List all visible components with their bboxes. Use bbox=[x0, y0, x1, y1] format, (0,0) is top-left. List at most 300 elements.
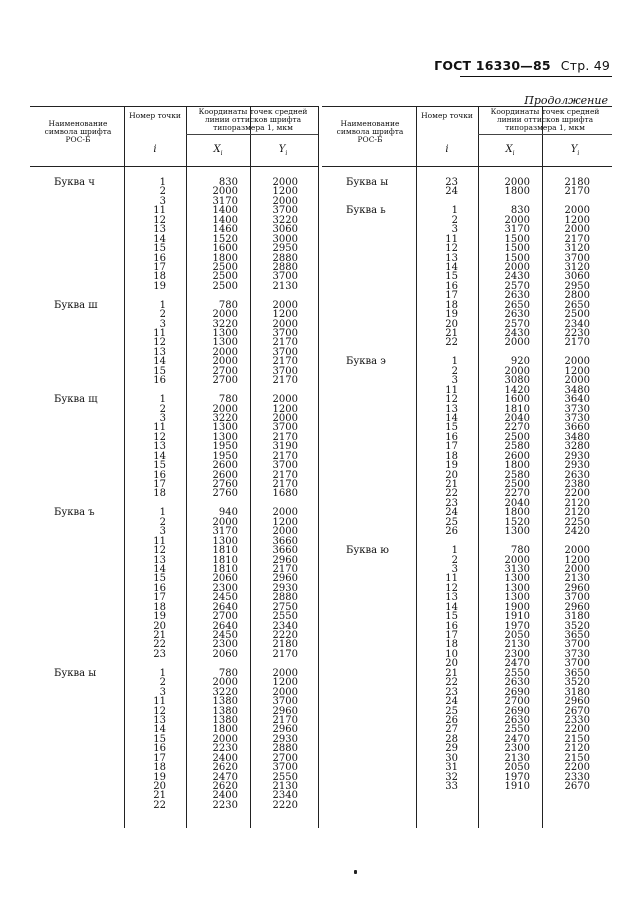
symbol-name bbox=[322, 282, 416, 291]
x-coordinate: 1300 bbox=[212, 337, 238, 349]
y-coordinate: 3180 bbox=[564, 686, 590, 698]
point-number: 13 bbox=[445, 403, 458, 415]
y-coordinate: 2880 bbox=[272, 261, 298, 273]
symbol-name bbox=[30, 763, 124, 772]
symbol-name bbox=[322, 254, 416, 263]
y-coordinate: 2330 bbox=[564, 771, 590, 783]
x-coordinate: 1300 bbox=[212, 431, 238, 443]
x-coordinate: 2000 bbox=[212, 356, 238, 368]
y-coordinate: 2120 bbox=[564, 743, 590, 755]
point-number: 1 bbox=[451, 545, 458, 557]
y-coordinate: 2200 bbox=[564, 488, 590, 500]
symbol-name bbox=[30, 782, 124, 791]
symbol-name bbox=[30, 225, 124, 234]
x-coordinate: 1400 bbox=[212, 214, 238, 226]
y-coordinate: 2670 bbox=[564, 781, 590, 792]
y-coordinate: 2220 bbox=[272, 799, 298, 811]
point-number: 22 bbox=[445, 677, 458, 689]
point-number: 20 bbox=[153, 620, 166, 632]
y-coordinate: 2800 bbox=[564, 290, 590, 302]
point-number: 12 bbox=[153, 214, 166, 226]
x-coordinate: 3220 bbox=[212, 686, 238, 698]
y-coordinate: 2130 bbox=[564, 573, 590, 585]
x-coordinate: 1300 bbox=[212, 535, 238, 547]
y-coordinate: 3700 bbox=[272, 271, 298, 283]
point-number: 2 bbox=[451, 554, 458, 566]
x-coordinate: 2300 bbox=[504, 743, 530, 755]
point-number: 25 bbox=[445, 516, 458, 528]
symbol-name bbox=[322, 461, 416, 470]
symbol-name bbox=[322, 329, 416, 338]
symbol-name bbox=[30, 206, 124, 215]
y-coordinate: 2200 bbox=[564, 762, 590, 774]
symbol-name bbox=[30, 272, 124, 281]
symbol-name bbox=[30, 216, 124, 225]
symbol-name bbox=[322, 395, 416, 404]
point-number: 22 bbox=[445, 337, 458, 349]
point-number: 20 bbox=[445, 318, 458, 330]
y-coordinate: 2550 bbox=[272, 611, 298, 623]
x-coordinate: 2000 bbox=[504, 177, 530, 188]
y-coordinate: 2380 bbox=[564, 479, 590, 490]
x-coordinate: 1950 bbox=[212, 441, 238, 453]
y-coordinate: 2670 bbox=[564, 705, 590, 717]
y-coordinate: 3650 bbox=[564, 630, 590, 641]
symbol-name bbox=[30, 414, 124, 423]
point-number: 3 bbox=[159, 526, 166, 538]
y-coordinate: 3730 bbox=[564, 403, 590, 415]
symbol-name bbox=[322, 754, 416, 763]
header-coords-column: Координаты точек средней линии оттисков шрифта типоразмера 1, мкм bbox=[198, 107, 308, 132]
point-number: 17 bbox=[153, 752, 166, 764]
symbol-name bbox=[322, 320, 416, 329]
x-coordinate: 2470 bbox=[212, 771, 238, 783]
point-number: 17 bbox=[153, 592, 166, 604]
point-number: 24 bbox=[445, 507, 458, 519]
symbol-name bbox=[30, 791, 124, 800]
x-coordinate: 1800 bbox=[212, 724, 238, 736]
point-number: 2 bbox=[159, 516, 166, 528]
x-coordinate: 2630 bbox=[504, 309, 530, 321]
header-i: i bbox=[153, 144, 157, 155]
y-coordinate: 2340 bbox=[272, 790, 298, 802]
x-coordinate: 1300 bbox=[504, 582, 530, 594]
x-coordinate: 2760 bbox=[212, 479, 238, 490]
symbol-name bbox=[30, 697, 124, 706]
point-number: 14 bbox=[445, 601, 458, 613]
y-coordinate: 2170 bbox=[272, 469, 298, 481]
symbol-name bbox=[322, 433, 416, 442]
x-coordinate: 2570 bbox=[504, 280, 530, 292]
point-number: 11 bbox=[445, 573, 458, 585]
symbol-name bbox=[322, 376, 416, 385]
point-number: 2 bbox=[159, 186, 166, 198]
point-number: 16 bbox=[445, 431, 458, 443]
point-number: 23 bbox=[445, 177, 458, 188]
y-coordinate: 3700 bbox=[272, 696, 298, 708]
point-number: 12 bbox=[153, 431, 166, 443]
symbol-name bbox=[30, 725, 124, 734]
y-coordinate: 3700 bbox=[272, 762, 298, 774]
x-coordinate: 1500 bbox=[504, 252, 530, 264]
symbol-name bbox=[30, 707, 124, 716]
header-x-subscript: i bbox=[220, 150, 223, 157]
y-coordinate: 2950 bbox=[564, 280, 590, 292]
y-coordinate: 2330 bbox=[564, 714, 590, 726]
symbol-name bbox=[30, 612, 124, 621]
symbol-name bbox=[322, 744, 416, 753]
symbol-name bbox=[30, 735, 124, 744]
y-coordinate: 3660 bbox=[564, 422, 590, 434]
point-number: 13 bbox=[153, 714, 166, 726]
symbol-name bbox=[30, 254, 124, 263]
x-coordinate: 1810 bbox=[212, 563, 238, 575]
x-coordinate: 780 bbox=[218, 394, 238, 406]
point-number: 31 bbox=[445, 762, 458, 774]
symbol-name bbox=[30, 442, 124, 451]
y-coordinate: 2880 bbox=[272, 743, 298, 755]
point-number: 19 bbox=[153, 611, 166, 623]
point-number: 1 bbox=[159, 299, 166, 311]
symbol-name bbox=[322, 782, 416, 791]
x-coordinate: 920 bbox=[510, 356, 530, 368]
y-coordinate: 3120 bbox=[564, 261, 590, 273]
y-coordinate: 2880 bbox=[272, 592, 298, 604]
y-coordinate: 2000 bbox=[564, 563, 590, 575]
x-coordinate: 2620 bbox=[212, 781, 238, 792]
symbol-name bbox=[30, 187, 124, 196]
y-coordinate: 2170 bbox=[564, 337, 590, 349]
symbol-name bbox=[30, 688, 124, 697]
point-number: 17 bbox=[153, 479, 166, 490]
y-coordinate: 2950 bbox=[272, 243, 298, 255]
x-coordinate: 2000 bbox=[212, 403, 238, 415]
point-number: 33 bbox=[445, 781, 458, 792]
symbol-name bbox=[322, 565, 416, 574]
point-number: 3 bbox=[159, 412, 166, 424]
symbol-name bbox=[322, 669, 416, 678]
table-left bbox=[30, 106, 318, 828]
y-coordinate: 2170 bbox=[564, 186, 590, 198]
x-coordinate: 2450 bbox=[212, 630, 238, 641]
x-coordinate: 2760 bbox=[212, 488, 238, 500]
x-coordinate: 2000 bbox=[212, 733, 238, 745]
point-number: 11 bbox=[153, 535, 166, 547]
x-coordinate: 3080 bbox=[504, 375, 530, 387]
point-number: 25 bbox=[445, 705, 458, 717]
x-coordinate: 1300 bbox=[212, 328, 238, 339]
x-coordinate: 2570 bbox=[504, 318, 530, 330]
point-number: 19 bbox=[153, 771, 166, 783]
x-coordinate: 2000 bbox=[504, 554, 530, 566]
x-coordinate: 2060 bbox=[212, 648, 238, 660]
symbol-name bbox=[30, 282, 124, 291]
symbol-name bbox=[30, 452, 124, 461]
point-number: 29 bbox=[445, 743, 458, 755]
x-coordinate: 830 bbox=[218, 177, 238, 188]
y-coordinate: 3480 bbox=[564, 384, 590, 396]
header-number-column: Номер точки bbox=[421, 111, 473, 120]
y-coordinate: 2000 bbox=[272, 195, 298, 207]
y-coordinate: 2960 bbox=[564, 696, 590, 708]
y-coordinate: 2000 bbox=[272, 177, 298, 188]
point-number: 24 bbox=[445, 186, 458, 198]
y-coordinate: 2000 bbox=[564, 545, 590, 557]
y-coordinate: 2750 bbox=[272, 601, 298, 613]
x-coordinate: 3170 bbox=[212, 526, 238, 538]
x-coordinate: 1460 bbox=[212, 224, 238, 236]
header-y-symbol: Y bbox=[570, 144, 578, 155]
header-i: i bbox=[445, 144, 449, 155]
y-coordinate: 2000 bbox=[272, 667, 298, 679]
y-coordinate: 3280 bbox=[564, 441, 590, 453]
x-coordinate: 2450 bbox=[212, 592, 238, 604]
point-number: 30 bbox=[445, 752, 458, 764]
x-coordinate: 2630 bbox=[504, 290, 530, 302]
page-header bbox=[434, 58, 610, 73]
y-coordinate: 2880 bbox=[272, 252, 298, 264]
symbol-name bbox=[322, 707, 416, 716]
x-coordinate: 2230 bbox=[212, 799, 238, 811]
symbol-name bbox=[322, 725, 416, 734]
symbol-name bbox=[322, 603, 416, 612]
point-number: 16 bbox=[153, 743, 166, 755]
symbol-name bbox=[30, 640, 124, 649]
point-number: 15 bbox=[153, 365, 166, 377]
point-number: 11 bbox=[445, 233, 458, 245]
x-coordinate: 2400 bbox=[212, 790, 238, 802]
y-coordinate: 2170 bbox=[272, 337, 298, 349]
symbol-name bbox=[30, 773, 124, 782]
symbol-name bbox=[30, 518, 124, 527]
symbol-name bbox=[322, 414, 416, 423]
point-number: 12 bbox=[153, 705, 166, 717]
point-number: 13 bbox=[445, 252, 458, 264]
y-coordinate: 2960 bbox=[272, 705, 298, 717]
table-row bbox=[30, 282, 318, 291]
point-number: 3 bbox=[451, 375, 458, 387]
y-coordinate: 3220 bbox=[272, 214, 298, 226]
y-coordinate: 1200 bbox=[564, 554, 590, 566]
symbol-name bbox=[322, 574, 416, 583]
point-number: 3 bbox=[159, 195, 166, 207]
y-coordinate: 2930 bbox=[272, 733, 298, 745]
symbol-name bbox=[322, 452, 416, 461]
symbol-name bbox=[30, 678, 124, 687]
x-coordinate: 1380 bbox=[212, 714, 238, 726]
y-coordinate: 2420 bbox=[564, 526, 590, 538]
y-coordinate: 1200 bbox=[564, 214, 590, 226]
point-number: 16 bbox=[153, 469, 166, 481]
table-row bbox=[30, 376, 318, 385]
point-number: 14 bbox=[445, 261, 458, 273]
y-coordinate: 2170 bbox=[272, 714, 298, 726]
y-coordinate: 2000 bbox=[564, 356, 590, 368]
symbol-name bbox=[322, 640, 416, 649]
x-coordinate: 2130 bbox=[504, 639, 530, 651]
symbol-name bbox=[30, 320, 124, 329]
symbol-name bbox=[30, 405, 124, 414]
x-coordinate: 1500 bbox=[504, 243, 530, 255]
y-coordinate: 1200 bbox=[272, 403, 298, 415]
y-coordinate: 2960 bbox=[272, 724, 298, 736]
point-number: 2 bbox=[159, 309, 166, 321]
x-coordinate: 2690 bbox=[504, 705, 530, 717]
symbol-name bbox=[322, 367, 416, 376]
x-coordinate: 2000 bbox=[212, 186, 238, 198]
x-coordinate: 1970 bbox=[504, 771, 530, 783]
header-name-column: Наименование символа шрифта РОС-Б bbox=[44, 119, 112, 144]
y-coordinate: 3730 bbox=[564, 412, 590, 424]
x-coordinate: 1300 bbox=[504, 526, 530, 538]
symbol-name bbox=[30, 433, 124, 442]
y-coordinate: 2250 bbox=[564, 516, 590, 528]
x-coordinate: 1810 bbox=[212, 545, 238, 557]
y-coordinate: 3520 bbox=[564, 620, 590, 632]
point-number: 14 bbox=[153, 724, 166, 736]
y-coordinate: 2000 bbox=[272, 526, 298, 538]
point-number: 3 bbox=[159, 318, 166, 330]
y-coordinate: 1200 bbox=[272, 309, 298, 321]
coords-subheader-rule bbox=[478, 134, 612, 135]
point-number: 21 bbox=[153, 790, 166, 802]
y-coordinate: 2170 bbox=[272, 648, 298, 660]
x-coordinate: 2300 bbox=[212, 582, 238, 594]
coords-subheader-rule bbox=[186, 134, 318, 135]
symbol-name bbox=[322, 489, 416, 498]
y-coordinate: 2630 bbox=[564, 469, 590, 481]
page-number: Стр. 49 bbox=[560, 58, 610, 73]
point-number: 17 bbox=[153, 261, 166, 273]
point-number: 2 bbox=[451, 214, 458, 226]
point-number: 19 bbox=[445, 460, 458, 472]
point-number: 22 bbox=[445, 488, 458, 500]
continuation-label: Продолжение bbox=[524, 94, 608, 107]
x-coordinate: 2580 bbox=[504, 441, 530, 453]
symbol-name: Буква щ bbox=[54, 394, 98, 406]
table-body bbox=[30, 178, 318, 810]
y-coordinate: 2170 bbox=[272, 479, 298, 490]
x-coordinate: 2300 bbox=[504, 648, 530, 660]
x-coordinate: 1810 bbox=[212, 554, 238, 566]
point-number: 13 bbox=[445, 592, 458, 604]
y-coordinate: 3650 bbox=[564, 667, 590, 679]
y-coordinate: 3700 bbox=[272, 365, 298, 377]
y-coordinate: 2170 bbox=[272, 375, 298, 387]
y-coordinate: 2930 bbox=[564, 460, 590, 472]
point-number: 13 bbox=[153, 346, 166, 358]
x-coordinate: 830 bbox=[510, 205, 530, 217]
point-number: 15 bbox=[445, 611, 458, 623]
y-coordinate: 3640 bbox=[564, 394, 590, 406]
standard-number: ГОСТ 16330—85 bbox=[434, 58, 551, 73]
symbol-name bbox=[30, 461, 124, 470]
x-coordinate: 2650 bbox=[504, 299, 530, 311]
point-number: 21 bbox=[445, 667, 458, 679]
point-number: 11 bbox=[153, 422, 166, 434]
symbol-name bbox=[30, 574, 124, 583]
symbol-name bbox=[322, 386, 416, 395]
symbol-name bbox=[322, 244, 416, 253]
point-number: 17 bbox=[445, 441, 458, 453]
point-number: 26 bbox=[445, 526, 458, 538]
table-row bbox=[322, 338, 612, 347]
symbol-name: Буква ч bbox=[54, 177, 95, 188]
y-coordinate: 2000 bbox=[272, 299, 298, 311]
header-x bbox=[186, 144, 250, 157]
point-number: 12 bbox=[153, 545, 166, 557]
x-coordinate: 2000 bbox=[212, 309, 238, 321]
y-coordinate: 2000 bbox=[564, 224, 590, 236]
point-number: 3 bbox=[451, 224, 458, 236]
point-number: 11 bbox=[153, 328, 166, 339]
y-coordinate: 2960 bbox=[564, 582, 590, 594]
symbol-name bbox=[322, 405, 416, 414]
x-coordinate: 2000 bbox=[504, 214, 530, 226]
x-coordinate: 2300 bbox=[212, 639, 238, 651]
x-coordinate: 1800 bbox=[212, 252, 238, 264]
x-coordinate: 1300 bbox=[212, 422, 238, 434]
y-coordinate: 2150 bbox=[564, 733, 590, 745]
symbol-name: Буква ы bbox=[54, 667, 97, 679]
point-number: 15 bbox=[445, 422, 458, 434]
x-coordinate: 3220 bbox=[212, 318, 238, 330]
point-number: 22 bbox=[153, 639, 166, 651]
y-coordinate: 2930 bbox=[564, 450, 590, 462]
header-name-column: Наименование символа шрифта РОС-Б bbox=[336, 119, 404, 144]
x-coordinate: 2000 bbox=[504, 337, 530, 349]
point-number: 1 bbox=[451, 356, 458, 368]
header-rule bbox=[460, 76, 612, 77]
table-row bbox=[30, 489, 318, 498]
symbol-name: Буква ы bbox=[346, 177, 389, 188]
symbol-name bbox=[322, 773, 416, 782]
header-bottom-rule bbox=[322, 166, 612, 167]
symbol-name bbox=[322, 556, 416, 565]
x-coordinate: 2620 bbox=[212, 762, 238, 774]
y-coordinate: 2170 bbox=[272, 450, 298, 462]
y-coordinate: 2180 bbox=[272, 639, 298, 651]
symbol-name bbox=[30, 489, 124, 498]
symbol-name bbox=[30, 527, 124, 536]
symbol-name bbox=[322, 235, 416, 244]
header-x-symbol: X bbox=[213, 144, 221, 155]
symbol-name bbox=[30, 537, 124, 546]
symbol-name bbox=[30, 423, 124, 432]
point-number: 18 bbox=[153, 762, 166, 774]
table-row bbox=[322, 187, 612, 196]
point-number: 18 bbox=[445, 450, 458, 462]
point-number: 19 bbox=[445, 309, 458, 321]
symbol-name bbox=[30, 310, 124, 319]
symbol-name bbox=[30, 584, 124, 593]
symbol-name bbox=[322, 263, 416, 272]
x-coordinate: 2040 bbox=[504, 497, 530, 509]
y-coordinate: 2000 bbox=[272, 394, 298, 406]
y-coordinate: 2650 bbox=[564, 299, 590, 311]
table-row bbox=[322, 782, 612, 791]
table-row bbox=[30, 650, 318, 659]
point-number: 10 bbox=[445, 648, 458, 660]
symbol-name: Буква э bbox=[346, 356, 386, 368]
point-number: 23 bbox=[445, 686, 458, 698]
x-coordinate: 1810 bbox=[504, 403, 530, 415]
symbol-name bbox=[322, 678, 416, 687]
symbol-name bbox=[322, 518, 416, 527]
x-coordinate: 1910 bbox=[504, 781, 530, 792]
y-coordinate: 3700 bbox=[272, 328, 298, 339]
point-number: 13 bbox=[153, 554, 166, 566]
